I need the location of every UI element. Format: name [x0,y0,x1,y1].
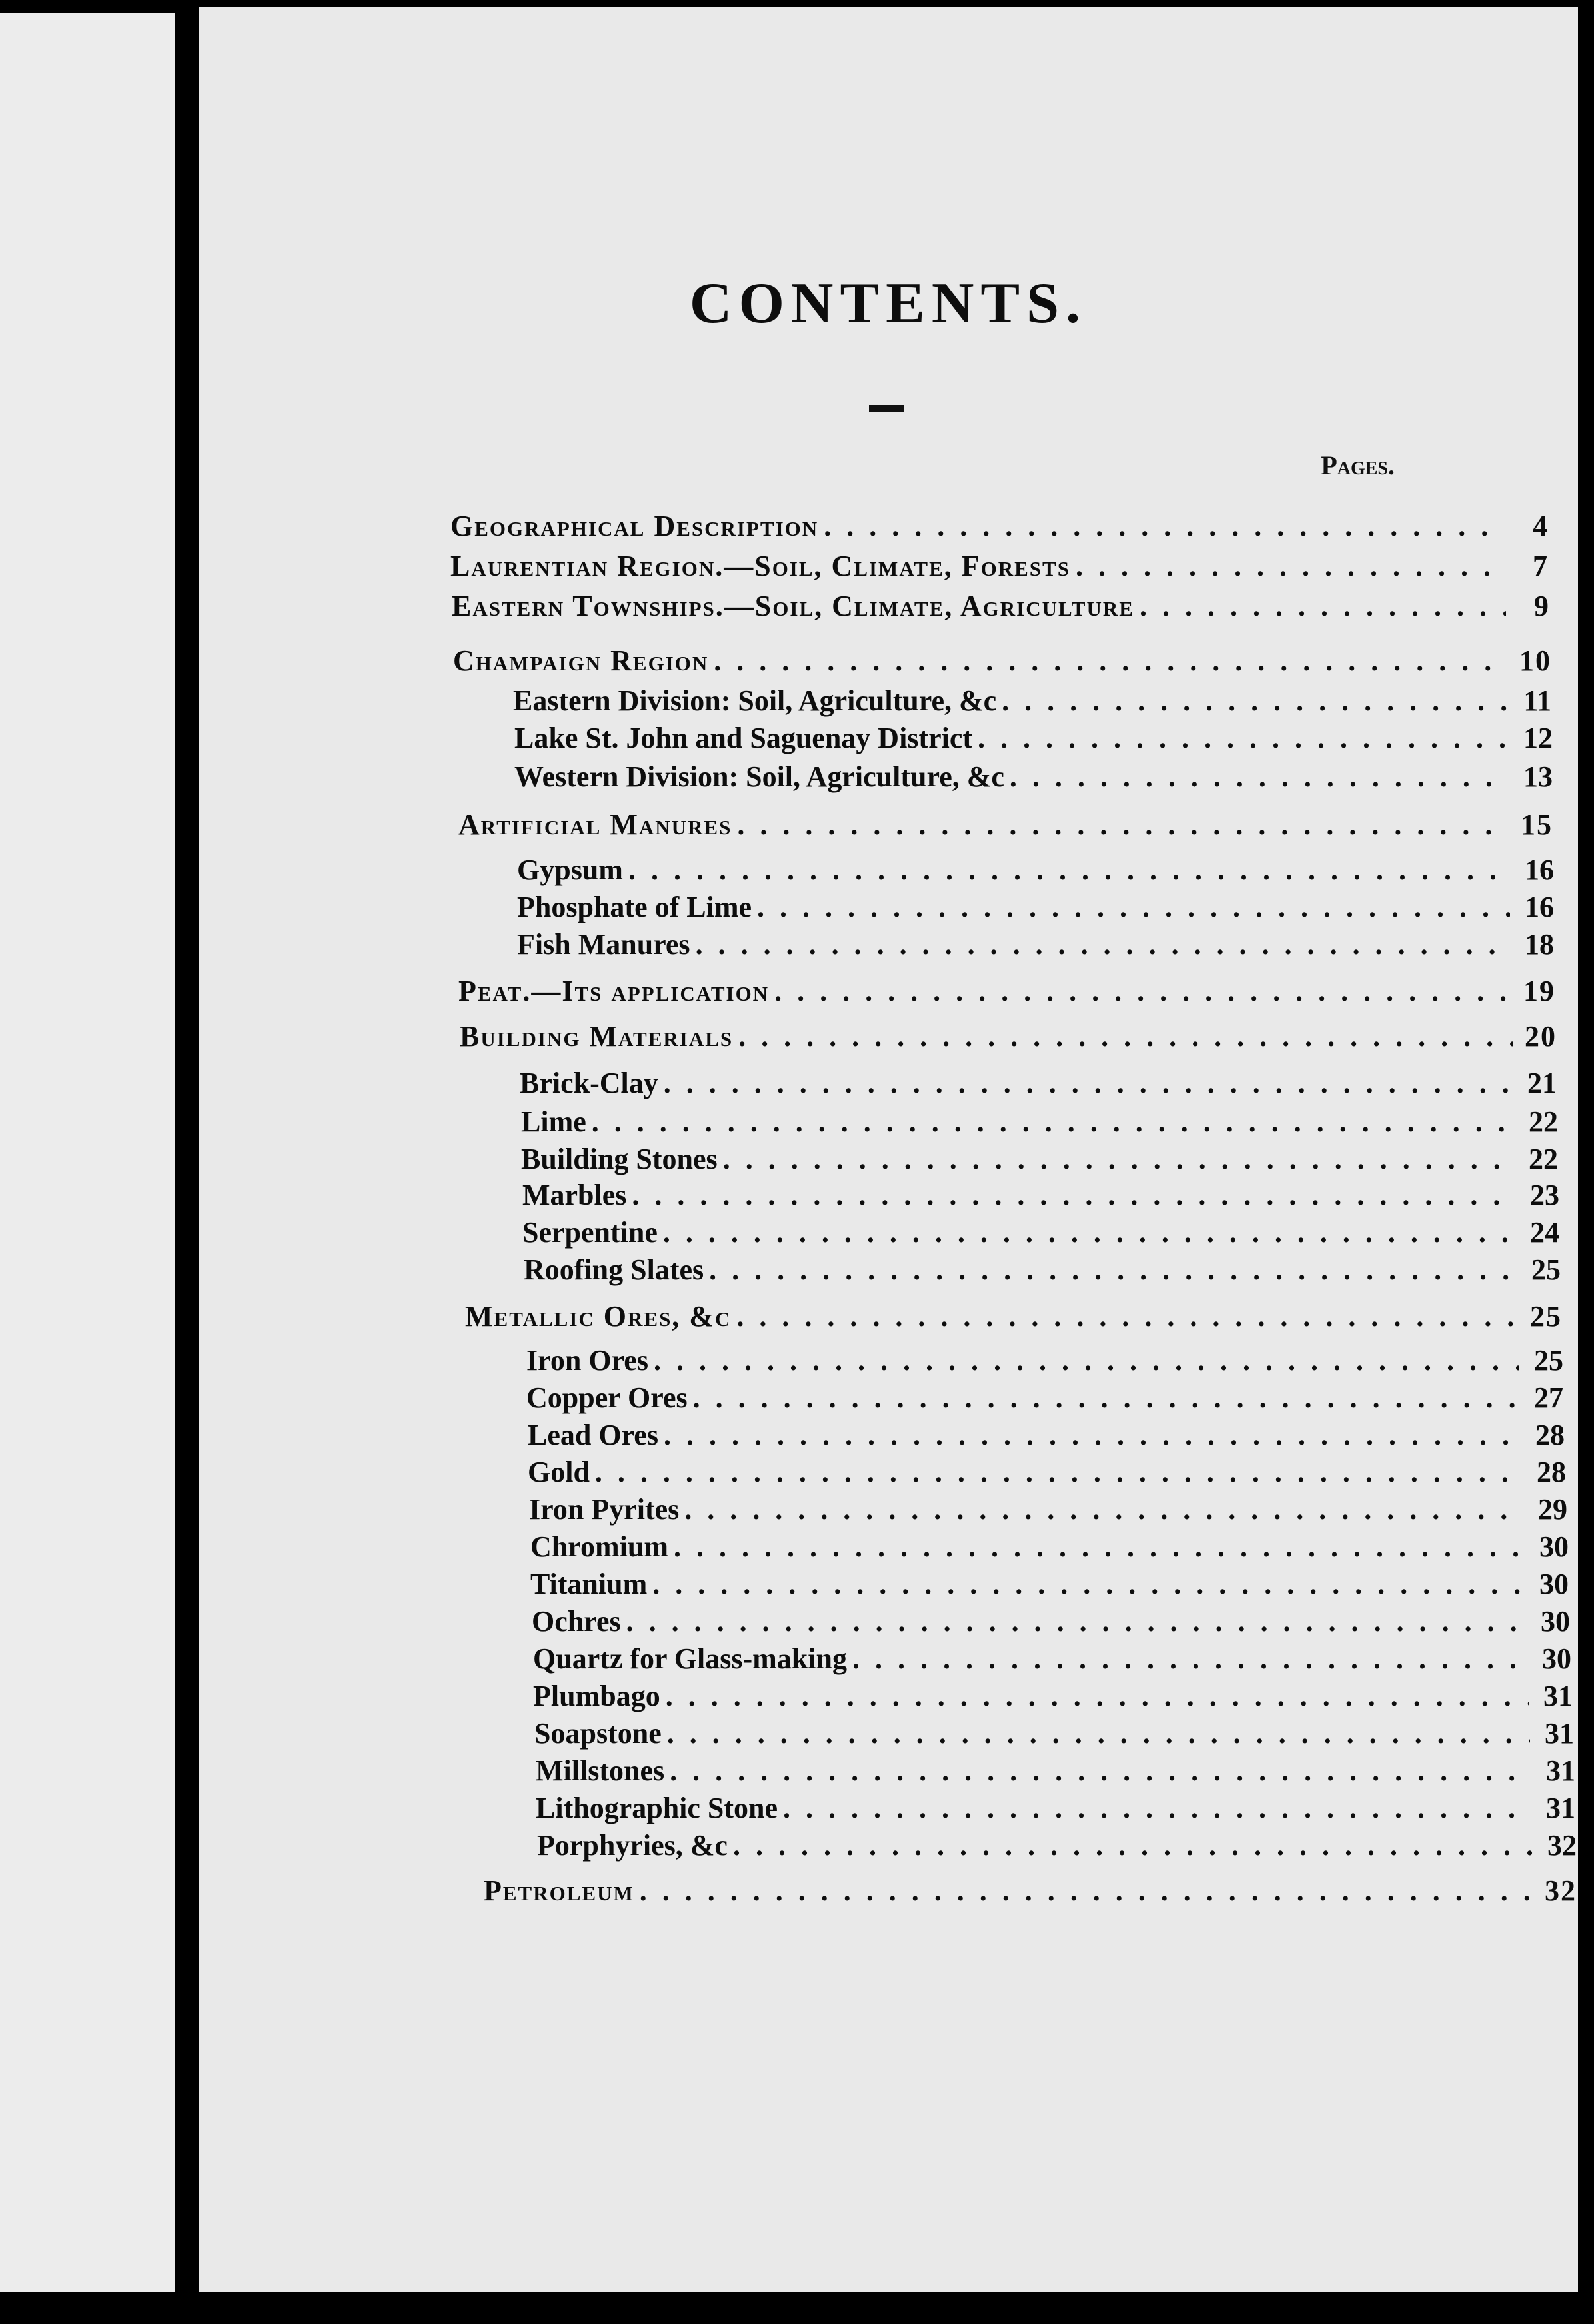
toc-entry-page: 19 [1523,975,1555,1007]
toc-entry-title: Gold [528,1456,590,1488]
toc-entry [520,1065,1557,1102]
toc-entry-title: Marbles [522,1179,627,1211]
toc-entry-title: Roofing Slates [524,1253,704,1286]
toc-entry-page: 16 [1525,854,1554,886]
toc-entry-page: 22 [1529,1105,1558,1138]
contents-page [199,7,1578,2292]
toc-entry-page: 4 [1533,510,1549,542]
toc-entry-page: 32 [1545,1874,1577,1907]
toc-entry-title: Iron Pyrites [529,1493,680,1526]
toc-entry [521,1141,1558,1178]
toc-entry-title: Titanium [530,1568,648,1600]
book-gutter [175,0,199,2324]
toc-entry-page: 30 [1539,1530,1569,1563]
dot-leader [667,1715,1530,1752]
toc-entry-page: 16 [1525,891,1554,923]
dot-leader [652,1566,1525,1603]
toc-entry [514,720,1553,757]
toc-entry-title: Fish Manures [517,928,690,961]
dot-leader [626,1603,1526,1640]
dot-leader [774,973,1511,1010]
toc-entry [530,1566,1569,1603]
toc-entry-page: 25 [1530,1300,1562,1333]
toc-entry-title: Plumbago [533,1680,660,1712]
dot-leader [978,720,1509,757]
toc-entry-title: Brick-Clay [520,1067,658,1099]
toc-entry [517,852,1554,889]
toc-entry-title: Ochres [532,1605,621,1638]
toc-entry-title: Peat.—Its application [458,975,770,1007]
dot-leader [824,508,1505,545]
dot-leader [684,1491,1523,1528]
toc-entry-title: Phosphate of Lime [517,891,752,923]
toc-entry [453,642,1551,680]
dot-leader [654,1342,1519,1379]
dot-leader [723,1141,1514,1178]
toc-entry-title: Porphyries, &c [537,1829,728,1862]
toc-entry-title: Lithographic Stone [536,1792,778,1824]
toc-entry [536,1752,1575,1790]
toc-entry [450,508,1549,545]
table-of-contents [199,7,1578,2292]
toc-entry [532,1603,1570,1640]
toc-entry-title: Artificial Manures [458,808,732,841]
toc-entry [517,926,1554,963]
toc-entry-title: Gypsum [517,854,623,886]
toc-entry [536,1790,1575,1827]
toc-entry [526,1379,1563,1417]
toc-entry [528,1454,1566,1491]
toc-entry-title: Eastern Townships.—Soil, Climate, Agriculture [452,590,1134,622]
dot-leader [852,1640,1527,1678]
dot-leader [757,889,1510,926]
toc-entry-page: 27 [1534,1381,1563,1414]
toc-entry-title: Lead Ores [528,1419,658,1451]
dot-leader [595,1454,1522,1491]
toc-entry [452,588,1550,625]
toc-entry-title: Building Materials [460,1020,734,1053]
toc-entry [537,1827,1577,1864]
dot-leader [709,1251,1517,1289]
toc-entry-page: 28 [1535,1419,1565,1451]
toc-entry [513,682,1551,720]
toc-entry-page: 31 [1543,1680,1573,1712]
toc-entry-page: 21 [1527,1067,1557,1099]
toc-entry-page: 30 [1539,1568,1569,1600]
dot-leader [738,1018,1513,1055]
toc-entry-title: Millstones [536,1754,665,1787]
toc-entry [528,1417,1565,1454]
toc-entry [484,1872,1577,1910]
toc-entry-title: Petroleum [484,1874,634,1907]
dot-leader [783,1790,1531,1827]
toc-entry-title: Iron Ores [526,1344,648,1377]
dot-leader [628,852,1510,889]
toc-entry [514,758,1553,796]
dot-leader [696,926,1510,963]
toc-entry-title: Geographical Description [450,510,819,542]
toc-entry-title: Lake St. John and Saguenay District [514,722,973,754]
toc-entry-page: 15 [1521,808,1553,841]
dot-leader [733,1827,1533,1864]
toc-entry-title: Copper Ores [526,1381,688,1414]
toc-entry-page: 10 [1519,644,1551,677]
toc-entry-page: 20 [1525,1020,1557,1053]
dot-leader [737,806,1509,844]
dot-leader [674,1528,1525,1566]
toc-entry [521,1103,1558,1141]
toc-entry-title: Western Division: Soil, Agriculture, &c [514,760,1004,793]
toc-entry-page: 22 [1529,1143,1558,1175]
toc-entry-page: 24 [1530,1216,1559,1249]
dot-leader [714,642,1507,680]
dot-leader [664,1417,1521,1454]
toc-entry-title: Chromium [530,1530,668,1563]
toc-entry-page: 31 [1545,1717,1574,1750]
dot-leader [1076,548,1505,585]
dot-leader [670,1752,1531,1790]
toc-entry-page: 9 [1534,590,1550,622]
toc-entry-page: 23 [1530,1179,1559,1211]
toc-entry-title: Lime [521,1105,586,1138]
toc-entry-page: 30 [1541,1605,1570,1638]
toc-entry-title: Laurentian Region.—Soil, Climate, Forests [450,550,1070,582]
toc-entry [458,973,1555,1010]
toc-entry-title: Serpentine [522,1216,658,1249]
dot-leader [1010,758,1509,796]
dot-leader [693,1379,1519,1417]
toc-entry [460,1018,1557,1055]
toc-entry-page: 31 [1546,1792,1575,1824]
toc-entry-title: Metallic Ores, &c [465,1300,732,1333]
toc-entry [533,1678,1573,1715]
toc-entry-page: 28 [1537,1456,1566,1488]
dot-leader [666,1678,1529,1715]
dot-leader [736,1298,1518,1335]
dot-leader [663,1214,1515,1251]
toc-entry [450,548,1549,585]
toc-entry [522,1214,1559,1251]
toc-entry-page: 29 [1538,1493,1567,1526]
toc-entry [522,1177,1559,1214]
dot-leader [1140,588,1506,625]
toc-entry-page: 25 [1534,1344,1563,1377]
toc-entry-title: Eastern Division: Soil, Agriculture, &c [513,684,997,717]
toc-entry [526,1342,1563,1379]
toc-entry [524,1251,1561,1289]
toc-entry-page: 32 [1547,1829,1577,1862]
toc-entry-title: Champaign Region [453,644,709,677]
toc-entry-title: Quartz for Glass-making [533,1642,847,1675]
toc-entry [465,1298,1562,1335]
dot-leader [632,1177,1515,1214]
toc-entry-page: 31 [1546,1754,1575,1787]
page-title: CONTENTS. [689,271,1088,336]
dot-leader [1002,682,1507,720]
toc-entry [458,806,1553,844]
toc-entry-page: 18 [1525,928,1554,961]
toc-entry [529,1491,1567,1528]
toc-entry-title: Soapstone [534,1717,662,1750]
toc-entry [517,889,1554,926]
toc-entry-title: Building Stones [521,1143,718,1175]
dot-leader [592,1103,1514,1141]
dot-leader [664,1065,1513,1102]
toc-entry-page: 11 [1523,684,1551,717]
pages-column-heading: Pages. [1321,450,1395,480]
toc-entry-page: 30 [1542,1642,1571,1675]
toc-entry [533,1640,1571,1678]
toc-entry [534,1715,1574,1752]
toc-entry-page: 25 [1531,1253,1561,1286]
toc-entry-page: 7 [1533,550,1549,582]
facing-page [0,13,175,2292]
toc-entry [530,1528,1569,1566]
toc-entry-page: 12 [1523,722,1553,754]
toc-entry-page: 13 [1523,760,1553,793]
dot-leader [640,1872,1533,1910]
